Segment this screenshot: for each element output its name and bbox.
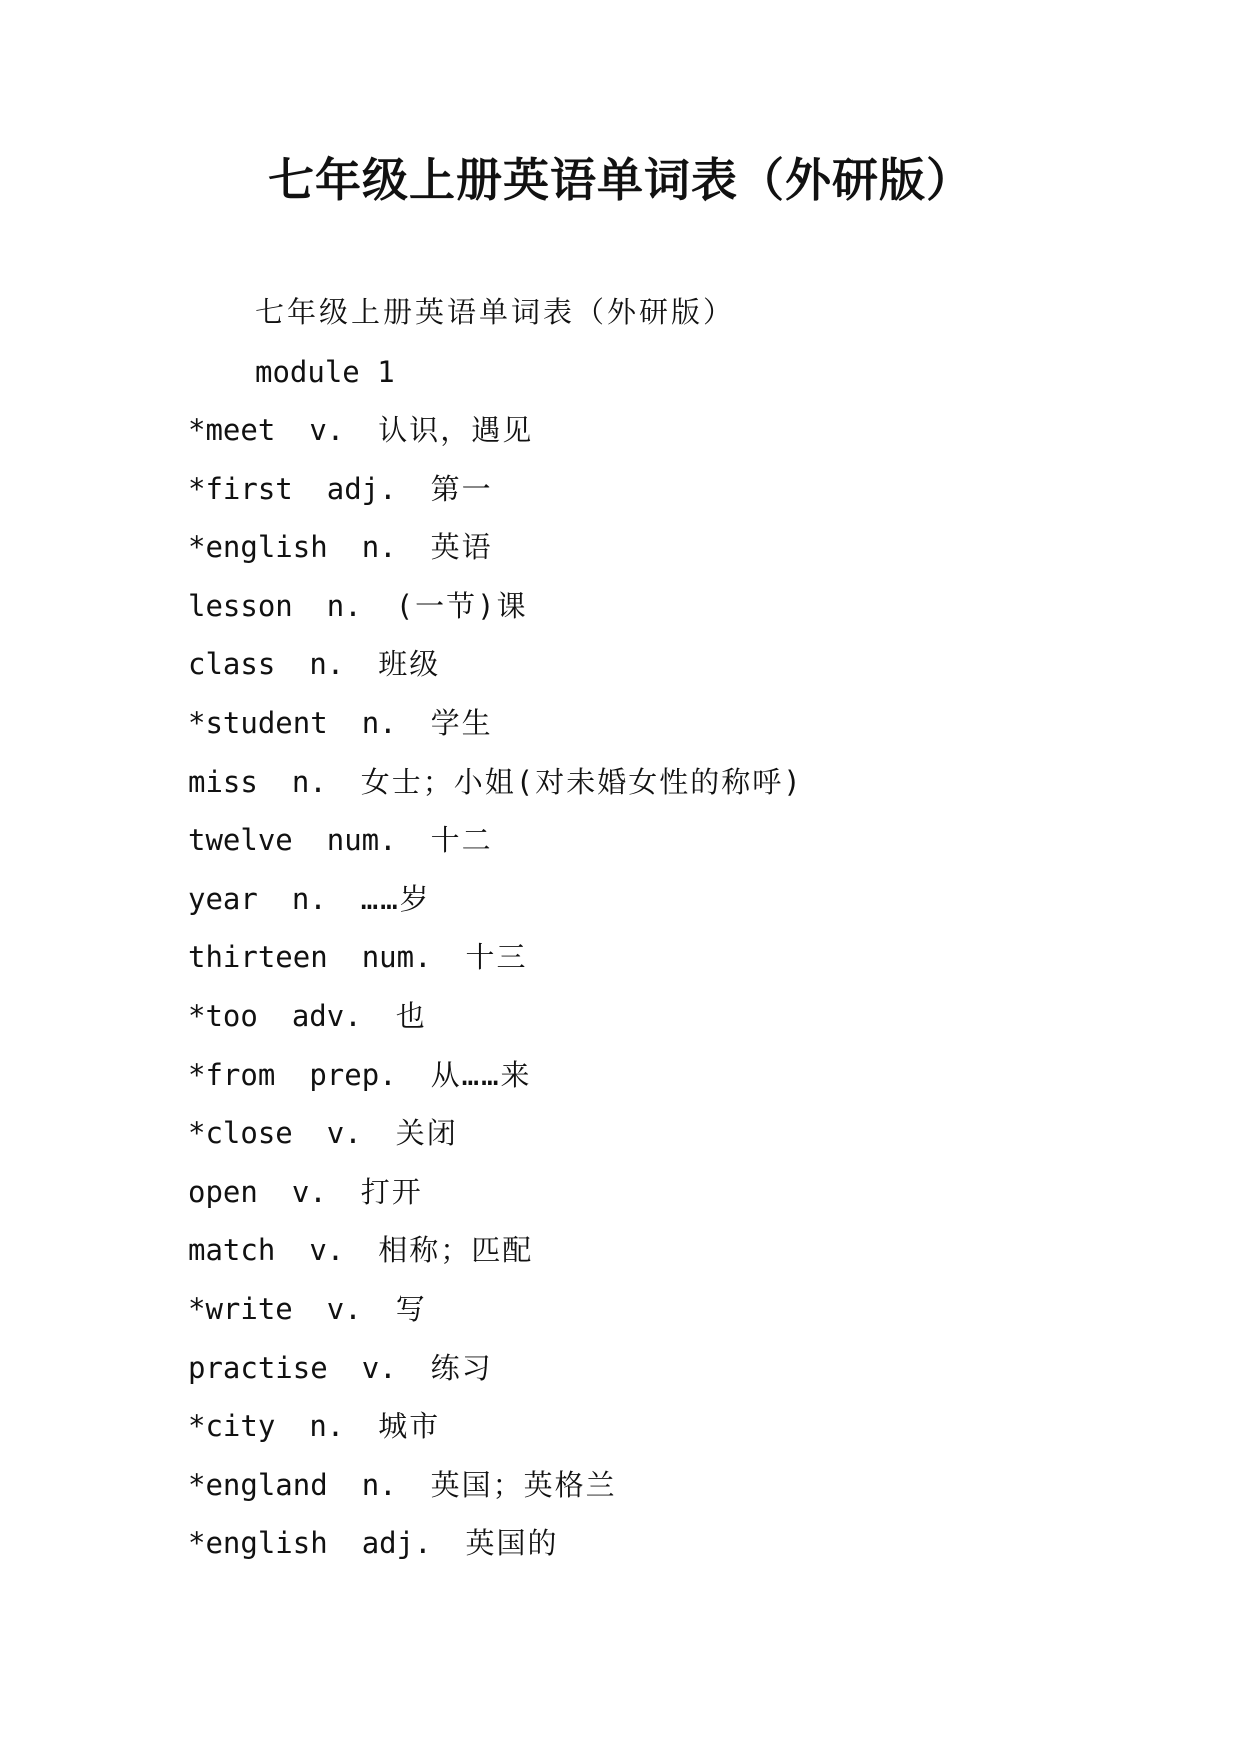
entry-word: twelve [188, 823, 293, 858]
entry-word: lesson [188, 588, 293, 623]
entry-meaning: 关闭 [395, 1116, 458, 1151]
entry-word: match [188, 1233, 276, 1268]
entry-pos: n. [361, 530, 397, 565]
entry-pos: n. [291, 764, 327, 799]
entry-word: *city [188, 1409, 276, 1444]
entry-pos: adv. [291, 998, 362, 1033]
entry-pos: n. [291, 881, 327, 916]
entry-meaning: 写 [395, 1291, 427, 1326]
entry-meaning: 也 [395, 998, 427, 1033]
entry-pos: v. [326, 1116, 362, 1151]
document-title: 七年级上册英语单词表（外研版） [268, 153, 973, 207]
entry-meaning: 练习 [430, 1350, 493, 1385]
entry-pos: num. [361, 940, 432, 975]
entry-pos: v. [291, 1174, 327, 1209]
entry-word: class [188, 647, 276, 682]
entry-word: thirteen [188, 940, 328, 975]
entry-word: *english [188, 1526, 328, 1561]
document-subtitle: 七年级上册英语单词表（外研版） [255, 295, 736, 329]
entry-meaning: 打开 [360, 1174, 423, 1209]
entry-word: *too [188, 998, 258, 1033]
entry-word: year [188, 881, 258, 916]
entry-meaning: 城市 [378, 1409, 441, 1444]
entry-meaning: ……岁 [360, 881, 431, 916]
entry-meaning: (一节)课 [395, 588, 528, 623]
entry-word: *england [188, 1467, 328, 1502]
entry-word: *close [188, 1116, 293, 1151]
entry-word: miss [188, 764, 258, 799]
entry-word: *from [188, 1057, 276, 1092]
entry-word: practise [188, 1350, 328, 1385]
entry-word: open [188, 1174, 258, 1209]
entry-pos: n. [326, 588, 362, 623]
entry-pos: n. [361, 705, 397, 740]
entry-pos: n. [309, 647, 345, 682]
entry-word: *student [188, 705, 328, 740]
entry-meaning: 女士；小姐(对未婚女性的称呼) [360, 764, 803, 799]
entry-pos: v. [309, 413, 345, 447]
entry-meaning: 十三 [465, 940, 528, 975]
entry-meaning: 从……来 [430, 1057, 532, 1092]
entry-pos: adj. [361, 1526, 432, 1561]
entry-pos: n. [361, 1467, 397, 1502]
entry-word: *write [188, 1291, 293, 1326]
entry-word: *first [188, 471, 293, 506]
entry-pos: num. [326, 823, 397, 858]
entry-meaning: 英国；英格兰 [430, 1467, 617, 1502]
entry-meaning: 第一 [430, 471, 493, 506]
entry-pos: v. [309, 1233, 345, 1268]
entry-meaning: 英国的 [465, 1526, 559, 1561]
entry-pos: v. [361, 1350, 397, 1385]
entry-meaning: 英语 [430, 530, 493, 565]
entry-pos: v. [326, 1291, 362, 1326]
entry-word: *english [188, 530, 328, 565]
entry-meaning: 班级 [378, 647, 441, 682]
entry-pos: prep. [309, 1057, 397, 1092]
entry-meaning: 十二 [430, 823, 493, 858]
entry-pos: n. [309, 1409, 345, 1444]
entry-meaning: 认识，遇见 [378, 413, 534, 447]
entry-pos: adj. [326, 471, 397, 506]
module-heading: module 1 [255, 355, 395, 389]
entry-word: *meet [188, 413, 276, 447]
entry-meaning: 相称；匹配 [378, 1233, 534, 1268]
entry-meaning: 学生 [430, 705, 493, 740]
